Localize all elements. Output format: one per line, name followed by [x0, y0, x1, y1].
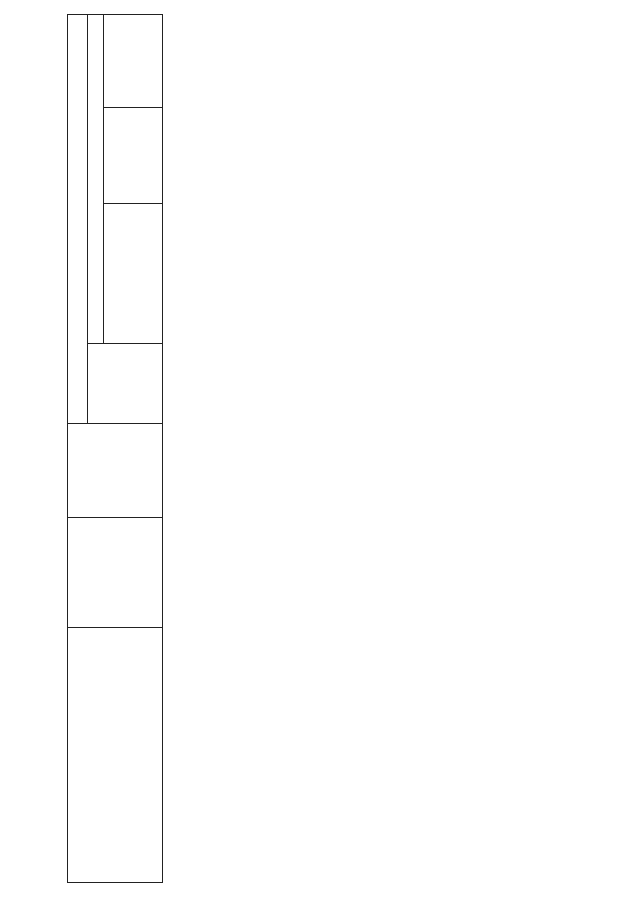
header-financing-group: [68, 15, 88, 424]
header-federal: [104, 204, 163, 344]
header-subject: [104, 108, 163, 204]
header-extra: [104, 15, 163, 108]
financing-table: [67, 14, 163, 883]
header-capacity: [68, 518, 163, 628]
header-incl: [88, 15, 104, 344]
header-name: [68, 628, 163, 883]
header-period: [68, 424, 163, 518]
header-total: [88, 344, 163, 424]
